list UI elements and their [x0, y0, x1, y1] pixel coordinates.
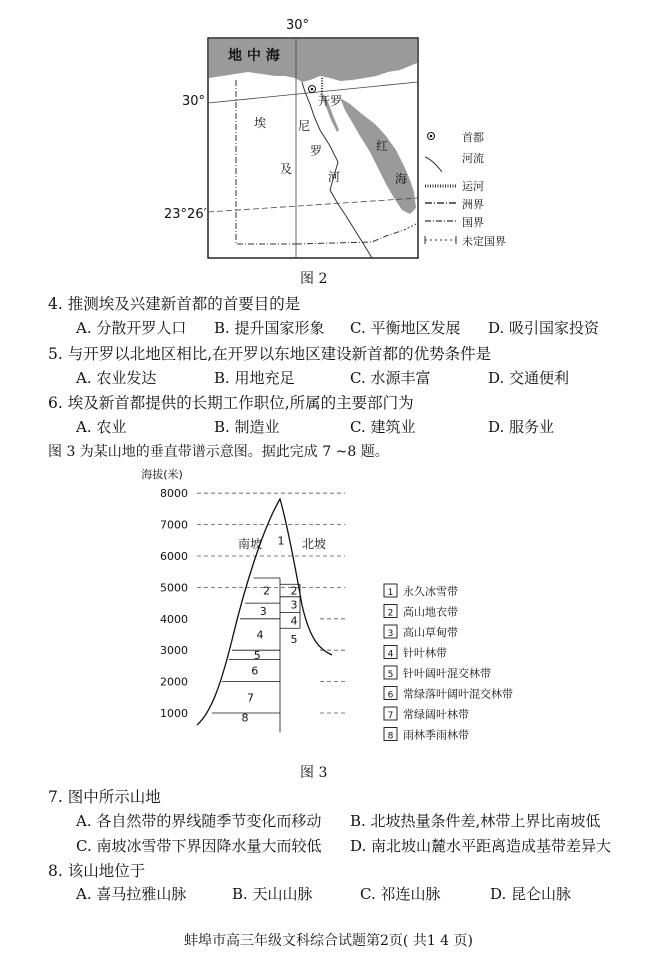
figure-3-caption: 图 3 [300, 765, 328, 781]
legend-river-label: 河流 [462, 152, 484, 165]
legend-label-6: 常绿落叶阔叶混交林带 [403, 687, 513, 701]
legend-label-8: 雨林季雨林带 [403, 728, 469, 742]
y-tick-4000: 4000 [160, 612, 188, 626]
question-7-option-d: D. 南北坡山麓水平距离造成基带差异大 [350, 837, 612, 855]
legend-number-3: 3 [387, 629, 394, 639]
question-5-stem: 5. 与开罗以北地区相比,在开罗以东地区建设新首都的优势条件是 [48, 345, 492, 363]
legend-number-6: 6 [387, 690, 394, 701]
zonation-diagram [130, 462, 540, 762]
question-7-stem: 7. 图中所示山地 [48, 788, 161, 806]
question-5-option-b: B. 用地充足 [214, 369, 295, 387]
legend-border-label: 国界 [462, 216, 484, 229]
legend-number-8: 8 [387, 731, 394, 742]
y-tick-3000: 3000 [160, 644, 188, 658]
question-8-option-c: C. 祁连山脉 [360, 885, 441, 903]
egypt-label-1: 埃 [254, 116, 267, 130]
south-zone-label-5: 5 [253, 648, 261, 662]
y-axis-label: 海拔(米) [141, 468, 183, 481]
south-zone-label-7: 7 [247, 691, 254, 705]
legend-number-5: 5 [387, 670, 394, 680]
question-6-stem: 6. 埃及新首都提供的长期工作职位,所属的主要部门为 [48, 394, 414, 412]
legend-disputed-label: 未定国界 [462, 235, 506, 248]
south-zone-label-4: 4 [256, 628, 264, 642]
question-8-option-b: B. 天山山脉 [232, 885, 313, 903]
legend-label-7: 常绿阔叶林带 [403, 708, 469, 721]
question-4-option-a: A. 分散开罗人口 [76, 319, 187, 337]
legend-label-3: 高山草甸带 [403, 626, 458, 639]
question-6-option-c: C. 建筑业 [350, 418, 416, 436]
question-6-option-b: B. 制造业 [214, 418, 280, 436]
nile-label-3: 河 [328, 170, 341, 184]
south-zone-label-3: 3 [259, 604, 267, 618]
question-5-option-a: A. 农业发达 [76, 369, 157, 387]
legend-number-2: 2 [387, 608, 394, 619]
question-4-stem: 4. 推测埃及兴建新首都的首要目的是 [48, 295, 301, 313]
legend-label-5: 针叶阔叶混交林带 [403, 667, 491, 680]
question-8-option-d: D. 昆仑山脉 [490, 885, 572, 903]
y-tick-7000: 7000 [160, 518, 188, 532]
south-zone-label-6: 6 [251, 664, 259, 678]
south-zone-label-1: 1 [277, 534, 285, 548]
north-zone-label-3: 3 [290, 598, 298, 612]
legend-label-4: 针叶林带 [403, 646, 447, 660]
redsea-label-1: 红 [376, 139, 389, 153]
question-4-option-b: B. 提升国家形象 [214, 319, 325, 337]
nile-label-1: 尼 [298, 119, 311, 133]
question-5-option-d: D. 交通便利 [488, 369, 570, 387]
legend-continent-label: 洲界 [462, 198, 484, 211]
north-slope-label: 北坡 [301, 537, 327, 551]
legend-number-1: 1 [387, 588, 394, 598]
question-7-option-b: B. 北坡热量条件差,林带上界比南坡低 [350, 812, 601, 830]
question-4-option-c: C. 平衡地区发展 [350, 319, 461, 337]
lon-30-label: 30° [286, 18, 310, 33]
legend-capital-label: 首都 [462, 131, 484, 144]
question-6-option-a: A. 农业 [76, 418, 127, 436]
figure-2-caption: 图 2 [300, 271, 328, 287]
legend-number-4: 4 [387, 649, 394, 660]
question-4-option-d: D. 吸引国家投资 [488, 319, 600, 337]
redsea-label-2: 海 [395, 172, 408, 186]
question-7-option-c: C. 南坡冰雪带下界因降水量大而较低 [76, 837, 322, 855]
question-8-option-a: A. 喜马拉雅山脉 [76, 885, 187, 903]
figure-3-intro: 图 3 为某山地的垂直带谱示意图。据此完成 7 ~8 题。 [48, 444, 389, 460]
question-5-option-c: C. 水源丰富 [350, 369, 431, 387]
south-zone-label-2: 2 [263, 584, 270, 598]
legend-label-1: 永久冰雪带 [403, 585, 458, 598]
mediterranean-label: 地 中 海 [228, 48, 280, 64]
north-zone-label-4: 4 [290, 614, 298, 628]
south-slope-label: 南坡 [237, 537, 263, 551]
y-tick-8000: 8000 [160, 487, 188, 501]
question-7-option-a: A. 各自然带的界线随季节变化而移动 [76, 812, 322, 830]
question-6-option-d: D. 服务业 [488, 418, 555, 436]
legend-number-7: 7 [387, 711, 394, 721]
north-zone-label-2: 2 [290, 584, 298, 598]
tropic-label: 23°26′ [164, 207, 207, 222]
page-footer: 蚌埠市高三年级文科综合试题第2页( 共1 4 页) [184, 933, 473, 949]
lat-30-label: 30° [182, 94, 206, 109]
map-legend-symbols [425, 133, 456, 245]
nile-label-2: 罗 [310, 144, 323, 158]
south-zone-label-8: 8 [241, 711, 249, 725]
cairo-label: 开罗 [318, 94, 343, 108]
north-zone-label-5: 5 [290, 633, 298, 647]
y-tick-6000: 6000 [160, 550, 188, 563]
y-tick-1000: 1000 [160, 707, 188, 720]
y-tick-2000: 2000 [160, 675, 188, 689]
legend-label-2: 高山地衣带 [403, 605, 458, 619]
legend-river-icon [425, 157, 442, 172]
egypt-label-2: 及 [280, 162, 293, 176]
question-8-stem: 8. 该山地位于 [48, 862, 146, 880]
legend-canal-label: 运河 [462, 180, 484, 193]
y-tick-5000: 5000 [160, 581, 188, 595]
